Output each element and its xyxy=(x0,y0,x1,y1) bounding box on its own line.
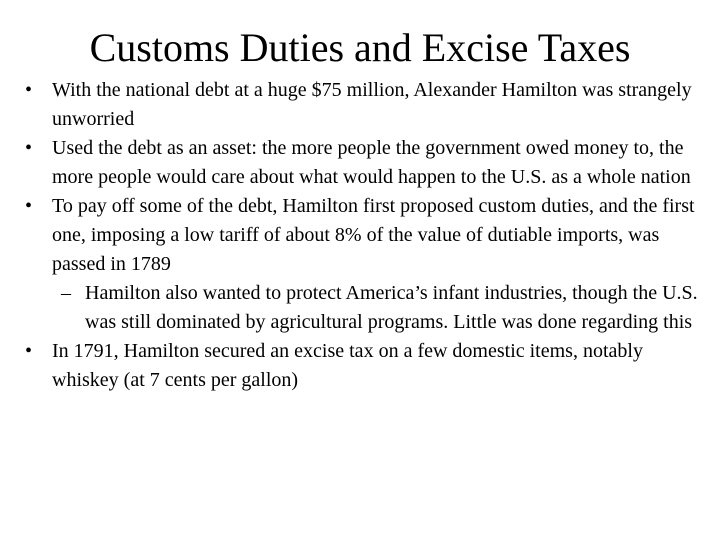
bullet-item-excise-tax xyxy=(0,337,700,395)
bullet-text: Used the debt as an asset: the more people the government owed money to, the more people would care about what would happen to the U.S. as a whole nation xyxy=(52,137,691,188)
bullet-marker: • xyxy=(25,340,33,362)
bullet-item-customs-duties xyxy=(0,192,700,279)
bullet-text: With the national debt at a huge $75 million, Alexander Hamilton was strangely unworried xyxy=(52,79,692,130)
bullet-item-asset xyxy=(0,134,700,192)
sub-bullet-text: Hamilton also wanted to protect America’s infant industries, though the U.S. was still dominated by agricultural programs. Little was done regarding this xyxy=(85,282,698,333)
sub-bullet-item-infant-industries xyxy=(0,279,700,337)
sub-bullet-marker: – xyxy=(61,282,71,304)
bullet-text: In 1791, Hamilton secured an excise tax on a few domestic items, notably whiskey (at 7 cents per gallon) xyxy=(52,340,643,391)
slide-title: Customs Duties and Excise Taxes xyxy=(89,25,631,70)
bullet-marker: • xyxy=(25,137,33,159)
bullet-list xyxy=(0,76,700,395)
bullet-item-debt xyxy=(0,76,700,134)
bullet-marker: • xyxy=(25,195,33,217)
bullet-marker: • xyxy=(25,79,33,101)
bullet-text: To pay off some of the debt, Hamilton first proposed custom duties, and the first one, imposing a low tariff of about 8% of the value of dutiable imports, was passed in 1789 xyxy=(52,195,695,275)
